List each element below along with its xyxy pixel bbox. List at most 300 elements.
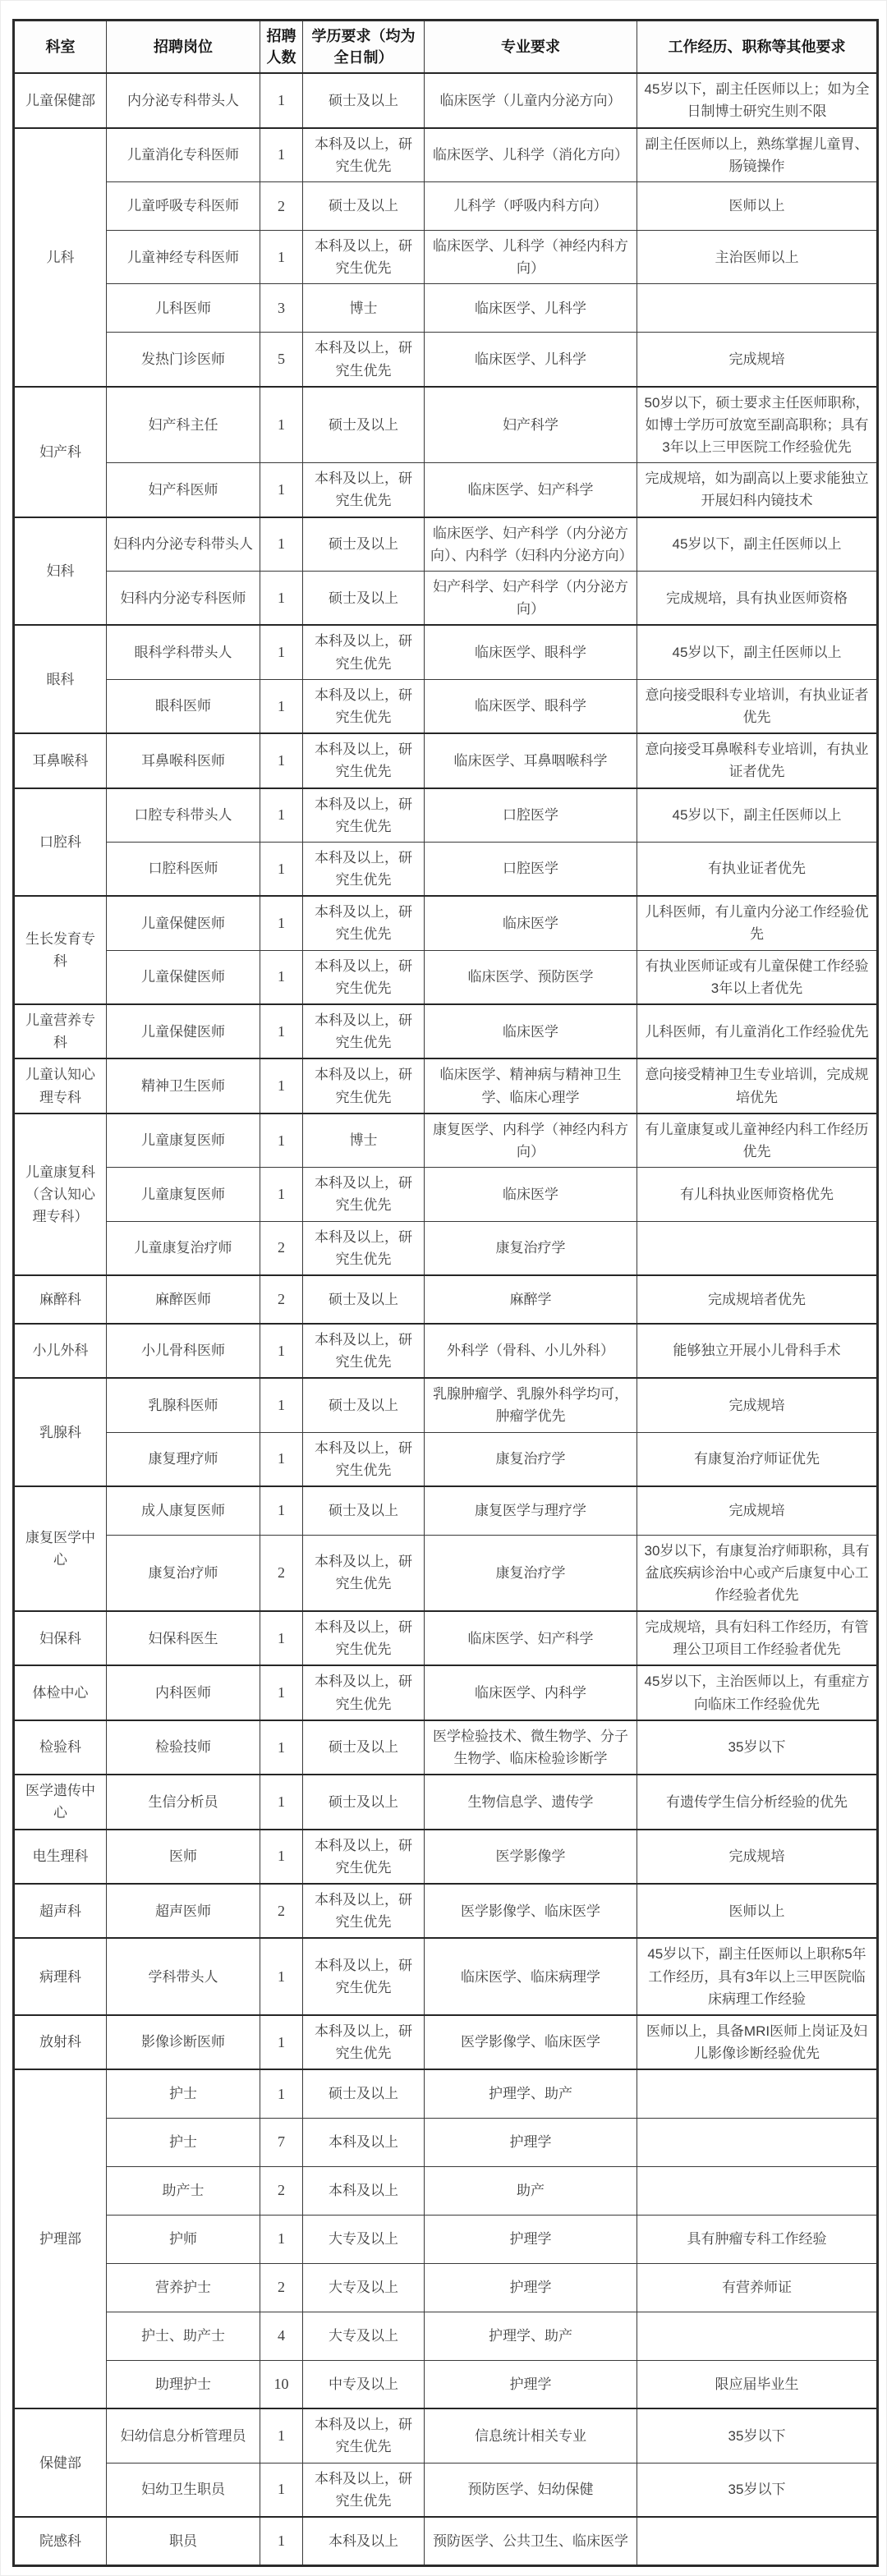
- table-row: [14, 2015, 878, 2069]
- header-department: 科室: [14, 21, 107, 74]
- count-cell: 1: [260, 2408, 303, 2463]
- position-cell: 康复理疗师: [107, 1432, 260, 1486]
- education-cell: 博士: [303, 284, 425, 333]
- major-cell: 康复治疗学: [425, 1535, 637, 1611]
- table-row: [14, 896, 878, 950]
- position-cell: 妇科内分泌专科医师: [107, 572, 260, 626]
- major-cell: 医学检验技术、微生物学、分子生物学、临床检验诊断学: [425, 1720, 637, 1775]
- count-cell: 5: [260, 333, 303, 387]
- count-cell: 1: [260, 679, 303, 733]
- education-cell: 大专及以上: [303, 2263, 425, 2312]
- table-row: [14, 1432, 878, 1486]
- education-cell: 本科及以上，研究生优先: [303, 842, 425, 896]
- education-cell: 本科及以上，研究生优先: [303, 1004, 425, 1058]
- other-requirements-cell: 完成规培，如为副高以上要求能独立开展妇科内镜技术: [637, 463, 878, 517]
- major-cell: 临床医学、儿科学（消化方向）: [425, 128, 637, 182]
- major-cell: 口腔医学: [425, 788, 637, 843]
- major-cell: 临床医学、妇产科学: [425, 463, 637, 517]
- position-cell: 小儿骨科医师: [107, 1324, 260, 1378]
- table-row: [14, 230, 878, 283]
- position-cell: 麻醉医师: [107, 1275, 260, 1324]
- position-cell: 助理护士: [107, 2360, 260, 2408]
- other-requirements-cell: 完成规培，具有妇科工作经历，有管理公卫项目工作经验者优先: [637, 1611, 878, 1665]
- table-row: [14, 517, 878, 572]
- major-cell: 乳腺肿瘤学、乳腺外科学均可，肿瘤学优先: [425, 1378, 637, 1432]
- major-cell: 信息统计相关专业: [425, 2408, 637, 2463]
- position-cell: 精神卫生医师: [107, 1058, 260, 1113]
- education-cell: 本科及以上，研究生优先: [303, 1938, 425, 2015]
- table-row: [14, 625, 878, 679]
- other-requirements-cell: 有遗传学生信分析经验的优先: [637, 1775, 878, 1829]
- department-cell: 乳腺科: [14, 1378, 107, 1486]
- count-cell: 1: [260, 842, 303, 896]
- position-cell: 检验技师: [107, 1720, 260, 1775]
- major-cell: 临床医学、精神病与精神卫生学、临床心理学: [425, 1058, 637, 1113]
- header-other-requirements: 工作经历、职称等其他要求: [637, 21, 878, 74]
- department-cell: 检验科: [14, 1720, 107, 1775]
- table-row: [14, 1830, 878, 1884]
- other-requirements-cell: 主治医师以上: [637, 230, 878, 283]
- count-cell: 10: [260, 2360, 303, 2408]
- position-cell: 护师: [107, 2215, 260, 2263]
- table-header: [14, 21, 878, 74]
- other-requirements-cell: 完成规培者优先: [637, 1275, 878, 1324]
- other-requirements-cell: 医师以上: [637, 181, 878, 230]
- major-cell: 儿科学（呼吸内科方向）: [425, 181, 637, 230]
- count-cell: 1: [260, 1324, 303, 1378]
- count-cell: 7: [260, 2118, 303, 2166]
- position-cell: 儿童康复医师: [107, 1114, 260, 1168]
- education-cell: 本科及以上，研究生优先: [303, 1665, 425, 1720]
- count-cell: 2: [260, 181, 303, 230]
- table-row: [14, 1486, 878, 1535]
- count-cell: 2: [260, 2166, 303, 2215]
- major-cell: 临床医学、妇产科学（内分泌方向）、内科学（妇科内分泌方向）: [425, 517, 637, 572]
- education-cell: 硕士及以上: [303, 1720, 425, 1775]
- position-cell: 内分泌专科带头人: [107, 73, 260, 127]
- major-cell: 临床医学、儿科学: [425, 284, 637, 333]
- position-cell: 儿科医师: [107, 284, 260, 333]
- table-row: [14, 2463, 878, 2517]
- major-cell: 康复医学、内科学（神经内科方向）: [425, 1114, 637, 1168]
- count-cell: 1: [260, 1938, 303, 2015]
- education-cell: 本科及以上: [303, 2118, 425, 2166]
- table-row: [14, 1004, 878, 1058]
- department-cell: 保健部: [14, 2408, 107, 2517]
- major-cell: 口腔医学: [425, 842, 637, 896]
- table-row: [14, 1114, 878, 1168]
- major-cell: 医学影像学: [425, 1830, 637, 1884]
- other-requirements-cell: 儿科医师，有儿童消化工作经验优先: [637, 1004, 878, 1058]
- education-cell: 硕士及以上: [303, 572, 425, 626]
- other-requirements-cell: 有营养师证: [637, 2263, 878, 2312]
- major-cell: 康复治疗学: [425, 1432, 637, 1486]
- department-cell: 超声科: [14, 1884, 107, 1938]
- other-requirements-cell: 具有肿瘤专科工作经验: [637, 2215, 878, 2263]
- education-cell: 本科及以上，研究生优先: [303, 128, 425, 182]
- table-row: [14, 2360, 878, 2408]
- other-requirements-cell: 45岁以下，副主任医师以上；如为全日制博士研究生则不限: [637, 73, 878, 127]
- education-cell: 硕士及以上: [303, 2069, 425, 2118]
- major-cell: 护理学、助产: [425, 2069, 637, 2118]
- table-row: [14, 1884, 878, 1938]
- position-cell: 儿童保健医师: [107, 896, 260, 950]
- education-cell: 本科及以上，研究生优先: [303, 625, 425, 679]
- count-cell: 3: [260, 284, 303, 333]
- position-cell: 超声医师: [107, 1884, 260, 1938]
- other-requirements-cell: 完成规培: [637, 1486, 878, 1535]
- education-cell: 硕士及以上: [303, 1775, 425, 1829]
- other-requirements-cell: 意向接受精神卫生专业培训，完成规培优先: [637, 1058, 878, 1113]
- education-cell: 硕士及以上: [303, 181, 425, 230]
- position-cell: 护士、助产士: [107, 2312, 260, 2360]
- position-cell: 儿童康复治疗师: [107, 1221, 260, 1275]
- other-requirements-cell: [637, 284, 878, 333]
- other-requirements-cell: [637, 2166, 878, 2215]
- major-cell: 临床医学、内科学: [425, 1665, 637, 1720]
- count-cell: 1: [260, 572, 303, 626]
- table-row: [14, 1720, 878, 1775]
- other-requirements-cell: 完成规培: [637, 1830, 878, 1884]
- table-row: [14, 463, 878, 517]
- count-cell: 1: [260, 1168, 303, 1221]
- department-cell: 口腔科: [14, 788, 107, 897]
- other-requirements-cell: 医师以上，具备MRI医师上岗证及妇儿影像诊断经验优先: [637, 2015, 878, 2069]
- other-requirements-cell: 能够独立开展小儿骨科手术: [637, 1324, 878, 1378]
- table-row: [14, 2118, 878, 2166]
- other-requirements-cell: 有儿科执业医师资格优先: [637, 1168, 878, 1221]
- department-cell: 妇保科: [14, 1611, 107, 1665]
- count-cell: 1: [260, 1114, 303, 1168]
- department-cell: 康复医学中心: [14, 1486, 107, 1611]
- count-cell: 2: [260, 1884, 303, 1938]
- table-row: [14, 1378, 878, 1432]
- position-cell: 口腔科医师: [107, 842, 260, 896]
- department-cell: 电生理科: [14, 1830, 107, 1884]
- education-cell: 大专及以上: [303, 2215, 425, 2263]
- other-requirements-cell: 限应届毕业生: [637, 2360, 878, 2408]
- position-cell: 儿童消化专科医师: [107, 128, 260, 182]
- count-cell: 4: [260, 2312, 303, 2360]
- recruitment-table: [12, 19, 879, 2567]
- table-row: [14, 284, 878, 333]
- other-requirements-cell: 副主任医师以上，熟练掌握儿童胃、肠镜操作: [637, 128, 878, 182]
- position-cell: 妇产科主任: [107, 387, 260, 463]
- education-cell: 本科及以上，研究生优先: [303, 1830, 425, 1884]
- count-cell: 2: [260, 1275, 303, 1324]
- count-cell: 1: [260, 463, 303, 517]
- other-requirements-cell: [637, 1221, 878, 1275]
- education-cell: 本科及以上，研究生优先: [303, 733, 425, 787]
- major-cell: 临床医学、耳鼻咽喉科学: [425, 733, 637, 787]
- position-cell: 康复治疗师: [107, 1535, 260, 1611]
- major-cell: 临床医学: [425, 1168, 637, 1221]
- count-cell: 1: [260, 2069, 303, 2118]
- position-cell: 儿童康复医师: [107, 1168, 260, 1221]
- other-requirements-cell: 有康复治疗师证优先: [637, 1432, 878, 1486]
- count-cell: 1: [260, 2517, 303, 2565]
- count-cell: 1: [260, 2015, 303, 2069]
- major-cell: 临床医学、儿科学（神经内科方向）: [425, 230, 637, 283]
- position-cell: 发热门诊医师: [107, 333, 260, 387]
- position-cell: 营养护士: [107, 2263, 260, 2312]
- major-cell: 妇产科学: [425, 387, 637, 463]
- table-header-row: [14, 21, 878, 74]
- table-row: [14, 128, 878, 182]
- department-cell: 体检中心: [14, 1665, 107, 1720]
- table-row: [14, 1775, 878, 1829]
- table-row: [14, 679, 878, 733]
- education-cell: 本科及以上: [303, 2517, 425, 2565]
- education-cell: 硕士及以上: [303, 517, 425, 572]
- education-cell: 大专及以上: [303, 2312, 425, 2360]
- table-row: [14, 572, 878, 626]
- position-cell: 儿童神经专科医师: [107, 230, 260, 283]
- education-cell: 本科及以上，研究生优先: [303, 950, 425, 1004]
- count-cell: 1: [260, 733, 303, 787]
- table-row: [14, 1938, 878, 2015]
- table-row: [14, 733, 878, 787]
- count-cell: 1: [260, 517, 303, 572]
- table-row: [14, 950, 878, 1004]
- position-cell: 妇科内分泌专科带头人: [107, 517, 260, 572]
- major-cell: 临床医学、妇产科学: [425, 1611, 637, 1665]
- major-cell: 生物信息学、遗传学: [425, 1775, 637, 1829]
- major-cell: 临床医学（儿童内分泌方向）: [425, 73, 637, 127]
- other-requirements-cell: [637, 2517, 878, 2565]
- other-requirements-cell: 45岁以下，主治医师以上，有重症方向临床工作经验优先: [637, 1665, 878, 1720]
- department-cell: 妇产科: [14, 387, 107, 517]
- position-cell: 职员: [107, 2517, 260, 2565]
- count-cell: 2: [260, 2263, 303, 2312]
- count-cell: 1: [260, 387, 303, 463]
- other-requirements-cell: 45岁以下，副主任医师以上职称5年工作经历，具有3年以上三甲医院临床病理工作经验: [637, 1938, 878, 2015]
- position-cell: 生信分析员: [107, 1775, 260, 1829]
- education-cell: 博士: [303, 1114, 425, 1168]
- major-cell: 护理学、助产: [425, 2312, 637, 2360]
- position-cell: 眼科学科带头人: [107, 625, 260, 679]
- education-cell: 硕士及以上: [303, 1275, 425, 1324]
- count-cell: 1: [260, 1378, 303, 1432]
- department-cell: 耳鼻喉科: [14, 733, 107, 787]
- other-requirements-cell: 意向接受耳鼻喉科专业培训，有执业证者优先: [637, 733, 878, 787]
- position-cell: 妇幼信息分析管理员: [107, 2408, 260, 2463]
- department-cell: 儿童保健部: [14, 73, 107, 127]
- table-row: [14, 1324, 878, 1378]
- major-cell: 康复医学与理疗学: [425, 1486, 637, 1535]
- count-cell: 1: [260, 1432, 303, 1486]
- department-cell: 放射科: [14, 2015, 107, 2069]
- education-cell: 本科及以上，研究生优先: [303, 1535, 425, 1611]
- table-row: [14, 2517, 878, 2565]
- major-cell: 临床医学、临床病理学: [425, 1938, 637, 2015]
- position-cell: 护士: [107, 2118, 260, 2166]
- table-row: [14, 2215, 878, 2263]
- other-requirements-cell: 有儿童康复或儿童神经内科工作经历优先: [637, 1114, 878, 1168]
- education-cell: 本科及以上，研究生优先: [303, 1168, 425, 1221]
- table-row: [14, 1221, 878, 1275]
- header-count: 招聘人数: [260, 21, 303, 74]
- other-requirements-cell: 有执业证者优先: [637, 842, 878, 896]
- position-cell: 儿童呼吸专科医师: [107, 181, 260, 230]
- count-cell: 1: [260, 1611, 303, 1665]
- table-row: [14, 788, 878, 843]
- major-cell: 临床医学、预防医学: [425, 950, 637, 1004]
- count-cell: 1: [260, 1004, 303, 1058]
- major-cell: 临床医学、儿科学: [425, 333, 637, 387]
- table-row: [14, 1168, 878, 1221]
- count-cell: 1: [260, 230, 303, 283]
- table-row: [14, 1058, 878, 1113]
- education-cell: 本科及以上，研究生优先: [303, 1221, 425, 1275]
- education-cell: 本科及以上，研究生优先: [303, 1884, 425, 1938]
- education-cell: 本科及以上，研究生优先: [303, 463, 425, 517]
- education-cell: 硕士及以上: [303, 73, 425, 127]
- education-cell: 本科及以上，研究生优先: [303, 1058, 425, 1113]
- count-cell: 1: [260, 1486, 303, 1535]
- table-row: [14, 1665, 878, 1720]
- education-cell: 本科及以上，研究生优先: [303, 2463, 425, 2517]
- count-cell: 1: [260, 73, 303, 127]
- table-row: [14, 1535, 878, 1611]
- position-cell: 成人康复医师: [107, 1486, 260, 1535]
- position-cell: 乳腺科医师: [107, 1378, 260, 1432]
- table-row: [14, 2069, 878, 2118]
- count-cell: 1: [260, 1058, 303, 1113]
- education-cell: 本科及以上，研究生优先: [303, 1324, 425, 1378]
- other-requirements-cell: [637, 2118, 878, 2166]
- department-cell: 儿童认知心理专科: [14, 1058, 107, 1113]
- other-requirements-cell: 意向接受眼科专业培训，有执业证者优先: [637, 679, 878, 733]
- other-requirements-cell: 完成规培: [637, 1378, 878, 1432]
- table-row: [14, 1275, 878, 1324]
- education-cell: 本科及以上，研究生优先: [303, 2408, 425, 2463]
- other-requirements-cell: 45岁以下，副主任医师以上: [637, 788, 878, 843]
- other-requirements-cell: [637, 2312, 878, 2360]
- table-row: [14, 387, 878, 463]
- other-requirements-cell: 有执业医师证或有儿童保健工作经验3年以上者优先: [637, 950, 878, 1004]
- position-cell: 护士: [107, 2069, 260, 2118]
- position-cell: 妇保科医生: [107, 1611, 260, 1665]
- table-row: [14, 73, 878, 127]
- department-cell: 医学遗传中心: [14, 1775, 107, 1829]
- major-cell: 临床医学: [425, 896, 637, 950]
- position-cell: 影像诊断医师: [107, 2015, 260, 2069]
- count-cell: 1: [260, 1775, 303, 1829]
- other-requirements-cell: 儿科医师，有儿童内分泌工作经验优先: [637, 896, 878, 950]
- other-requirements-cell: [637, 2069, 878, 2118]
- table-body: [14, 73, 878, 2565]
- major-cell: 护理学: [425, 2215, 637, 2263]
- count-cell: 1: [260, 788, 303, 843]
- table-row: [14, 2408, 878, 2463]
- education-cell: 本科及以上，研究生优先: [303, 788, 425, 843]
- major-cell: 预防医学、妇幼保健: [425, 2463, 637, 2517]
- education-cell: 硕士及以上: [303, 387, 425, 463]
- count-cell: 1: [260, 2215, 303, 2263]
- department-cell: 小儿外科: [14, 1324, 107, 1378]
- count-cell: 1: [260, 2463, 303, 2517]
- table-row: [14, 2312, 878, 2360]
- major-cell: 护理学: [425, 2263, 637, 2312]
- count-cell: 1: [260, 128, 303, 182]
- position-cell: 内科医师: [107, 1665, 260, 1720]
- other-requirements-cell: 30岁以下，有康复治疗师职称，具有盆底疾病诊治中心或产后康复中心工作经验者优先: [637, 1535, 878, 1611]
- header-major: 专业要求: [425, 21, 637, 74]
- major-cell: 外科学（骨科、小儿外科）: [425, 1324, 637, 1378]
- major-cell: 医学影像学、临床医学: [425, 2015, 637, 2069]
- major-cell: 康复治疗学: [425, 1221, 637, 1275]
- major-cell: 预防医学、公共卫生、临床医学: [425, 2517, 637, 2565]
- education-cell: 本科及以上，研究生优先: [303, 2015, 425, 2069]
- major-cell: 临床医学: [425, 1004, 637, 1058]
- other-requirements-cell: 35岁以下: [637, 2408, 878, 2463]
- position-cell: 口腔专科带头人: [107, 788, 260, 843]
- education-cell: 本科及以上，研究生优先: [303, 333, 425, 387]
- count-cell: 2: [260, 1221, 303, 1275]
- header-position: 招聘岗位: [107, 21, 260, 74]
- department-cell: 儿童康复科（含认知心理专科）: [14, 1114, 107, 1275]
- major-cell: 助产: [425, 2166, 637, 2215]
- major-cell: 医学影像学、临床医学: [425, 1884, 637, 1938]
- department-cell: 麻醉科: [14, 1275, 107, 1324]
- table-row: [14, 842, 878, 896]
- position-cell: 儿童保健医师: [107, 1004, 260, 1058]
- department-cell: 护理部: [14, 2069, 107, 2408]
- department-cell: 儿科: [14, 128, 107, 387]
- table-row: [14, 2166, 878, 2215]
- department-cell: 儿童营养专科: [14, 1004, 107, 1058]
- position-cell: 学科带头人: [107, 1938, 260, 2015]
- department-cell: 院感科: [14, 2517, 107, 2565]
- other-requirements-cell: 完成规培: [637, 333, 878, 387]
- position-cell: 助产士: [107, 2166, 260, 2215]
- position-cell: 妇产科医师: [107, 463, 260, 517]
- other-requirements-cell: 35岁以下: [637, 1720, 878, 1775]
- education-cell: 本科及以上: [303, 2166, 425, 2215]
- major-cell: 麻醉学: [425, 1275, 637, 1324]
- position-cell: 耳鼻喉科医师: [107, 733, 260, 787]
- table-row: [14, 1611, 878, 1665]
- education-cell: 本科及以上，研究生优先: [303, 896, 425, 950]
- major-cell: 护理学: [425, 2360, 637, 2408]
- count-cell: 1: [260, 1665, 303, 1720]
- education-cell: 本科及以上，研究生优先: [303, 679, 425, 733]
- position-cell: 妇幼卫生职员: [107, 2463, 260, 2517]
- count-cell: 1: [260, 1720, 303, 1775]
- count-cell: 2: [260, 1535, 303, 1611]
- table-row: [14, 333, 878, 387]
- department-cell: 生长发育专科: [14, 896, 107, 1004]
- other-requirements-cell: 50岁以下，硕士要求主任医师职称，如博士学历可放宽至副高职称；具有3年以上三甲医院工作经验优先: [637, 387, 878, 463]
- department-cell: 妇科: [14, 517, 107, 626]
- major-cell: 护理学: [425, 2118, 637, 2166]
- other-requirements-cell: 45岁以下，副主任医师以上: [637, 625, 878, 679]
- table-row: [14, 181, 878, 230]
- position-cell: 眼科医师: [107, 679, 260, 733]
- education-cell: 本科及以上，研究生优先: [303, 1432, 425, 1486]
- other-requirements-cell: 45岁以下，副主任医师以上: [637, 517, 878, 572]
- major-cell: 临床医学、眼科学: [425, 625, 637, 679]
- position-cell: 儿童保健医师: [107, 950, 260, 1004]
- other-requirements-cell: 完成规培，具有执业医师资格: [637, 572, 878, 626]
- other-requirements-cell: 医师以上: [637, 1884, 878, 1938]
- table-row: [14, 2263, 878, 2312]
- count-cell: 1: [260, 950, 303, 1004]
- department-cell: 眼科: [14, 625, 107, 733]
- department-cell: 病理科: [14, 1938, 107, 2015]
- education-cell: 本科及以上，研究生优先: [303, 1611, 425, 1665]
